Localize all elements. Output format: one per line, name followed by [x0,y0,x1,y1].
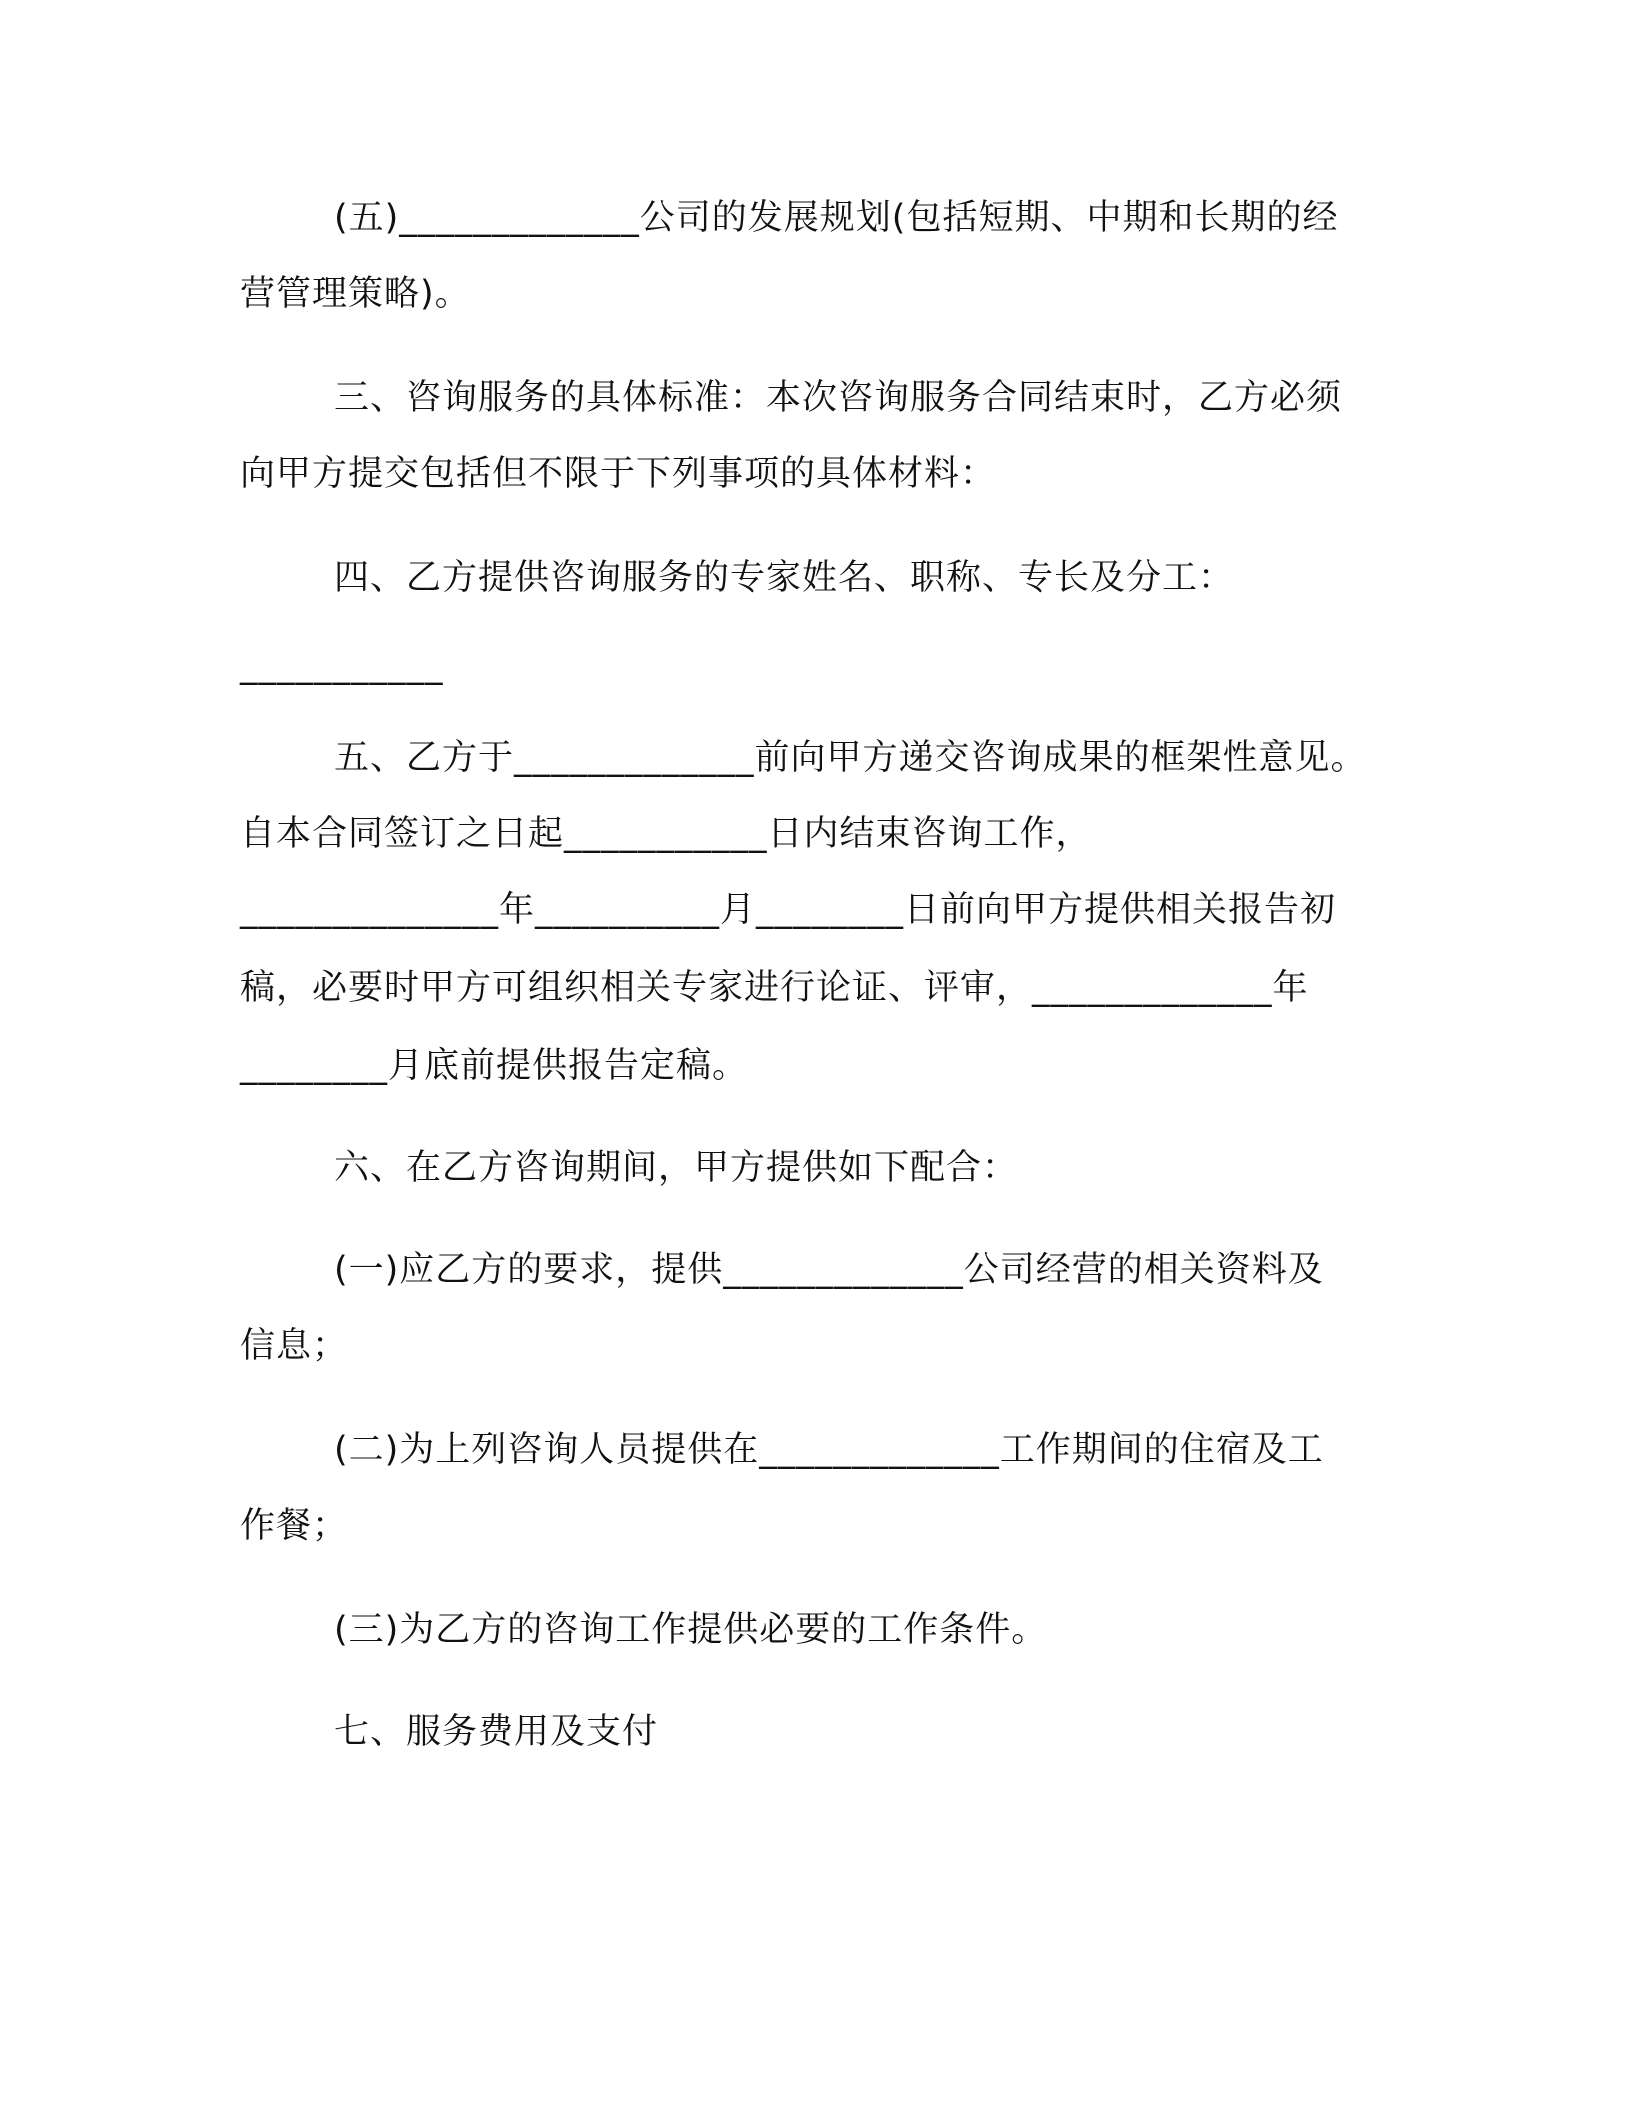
section-4-blank: ___________ [240,646,444,686]
section-7-heading: 七、服务费用及支付 [334,1712,659,1752]
clause-5-line-2: 营管理策略)。 [240,274,471,314]
section-5-line-4: 稿，必要时甲方可组织相关专家进行论证、评审，_____________年 [240,968,1309,1008]
section-5-line-1: 五、乙方于_____________前向甲方递交咨询成果的框架性意见。 [334,738,1367,778]
section-6-item-1-line-2: 信息； [240,1326,349,1366]
section-5-line-2: 自本合同签订之日起___________日内结束咨询工作， [240,814,1092,854]
section-6-item-2-line-2: 作餐； [240,1506,349,1546]
section-6-heading: 六、在乙方咨询期间，甲方提供如下配合： [334,1148,1019,1188]
section-3-line-1: 三、咨询服务的具体标准：本次咨询服务合同结束时，乙方必须 [334,378,1343,418]
section-5-line-3: ______________年__________月________日前向甲方提供相关报告初 [240,890,1337,930]
section-6-item-1-line-1: (一)应乙方的要求，提供_____________公司经营的相关资料及 [334,1250,1324,1290]
section-6-item-2-line-1: (二)为上列咨询人员提供在_____________工作期间的住宿及工 [334,1430,1324,1470]
section-4-line-1: 四、乙方提供咨询服务的专家姓名、职称、专长及分工： [334,558,1235,598]
clause-5-line-1: (五)_____________公司的发展规划(包括短期、中期和长期的经 [334,198,1339,238]
section-6-item-3: (三)为乙方的咨询工作提供必要的工作条件。 [334,1610,1048,1650]
section-5-line-5: ________月底前提供报告定稿。 [240,1046,749,1086]
section-3-line-2: 向甲方提交包括但不限于下列事项的具体材料： [240,454,997,494]
